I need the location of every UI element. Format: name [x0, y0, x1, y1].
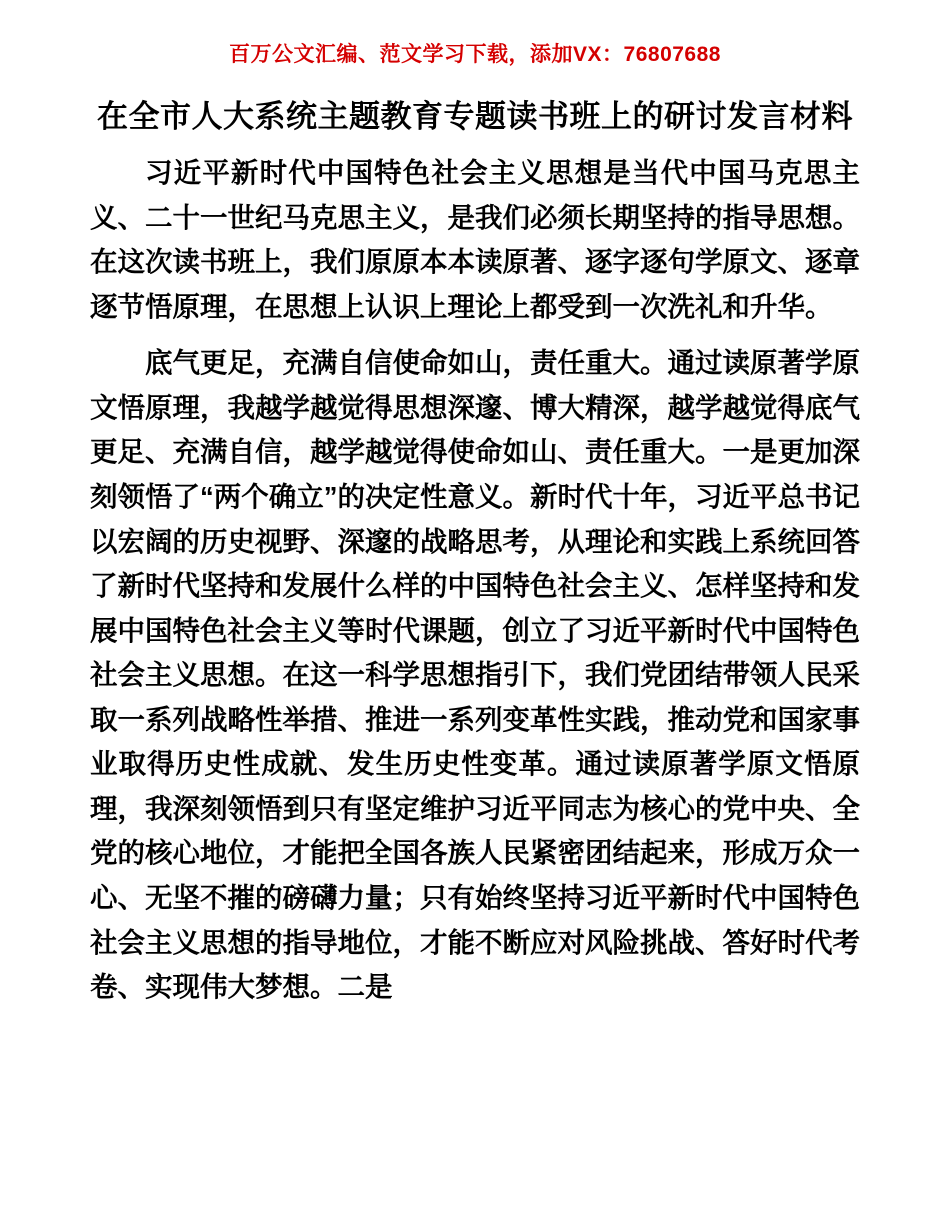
- body-paragraph-1: 习近平新时代中国特色社会主义思想是当代中国马克思主义、二十一世纪马克思主义，是我们必须长期坚持的指导思想。在这次读书班上，我们原原本本读原著、逐字逐句学原文、逐章逐节悟原理，在思想上认识上理论上都受到一次洗礼和升华。: [90, 157, 860, 322]
- body-paragraph-2: 底气更足，充满自信使命如山，责任重大。通过读原著学原文悟原理，我越学越觉得思想深邃、博大精深，越学越觉得底气更足、充满自信，越学越觉得使命如山、责任重大。一是更加深刻领悟了“两个确立”的决定性意义。新时代十年，习近平总书记以宏阔的历史视野、深邃的战略思考，从理论和实践上系统回答了新时代坚持和发展什么样的中国特色社会主义、怎样坚持和发展中国特色社会主义等时代课题，创立了习近平新时代中国特色社会主义思想。在这一科学思想指引下，我们党团结带领人民采取一系列战略性举措、推进一系列变革性实践，推动党和国家事业取得历史性成就、发生历史性变革。通过读原著学原文悟原理，我深刻领悟到只有坚定维护习近平同志为核心的党中央、全党的核心地位，才能把全国各族人民紧密团结起来，形成万众一心、无坚不摧的磅礴力量；只有始终坚持习近平新时代中国特色社会主义思想的指导地位，才能不断应对风险挑战、答好时代考卷、实现伟大梦想。二是: [90, 347, 860, 1003]
- promo-banner: 百万公文汇编、范文学习下载，添加VX：76807688: [229, 43, 721, 66]
- page-title: 在全市人大系统主题教育专题读书班上的研讨发言材料: [97, 99, 853, 135]
